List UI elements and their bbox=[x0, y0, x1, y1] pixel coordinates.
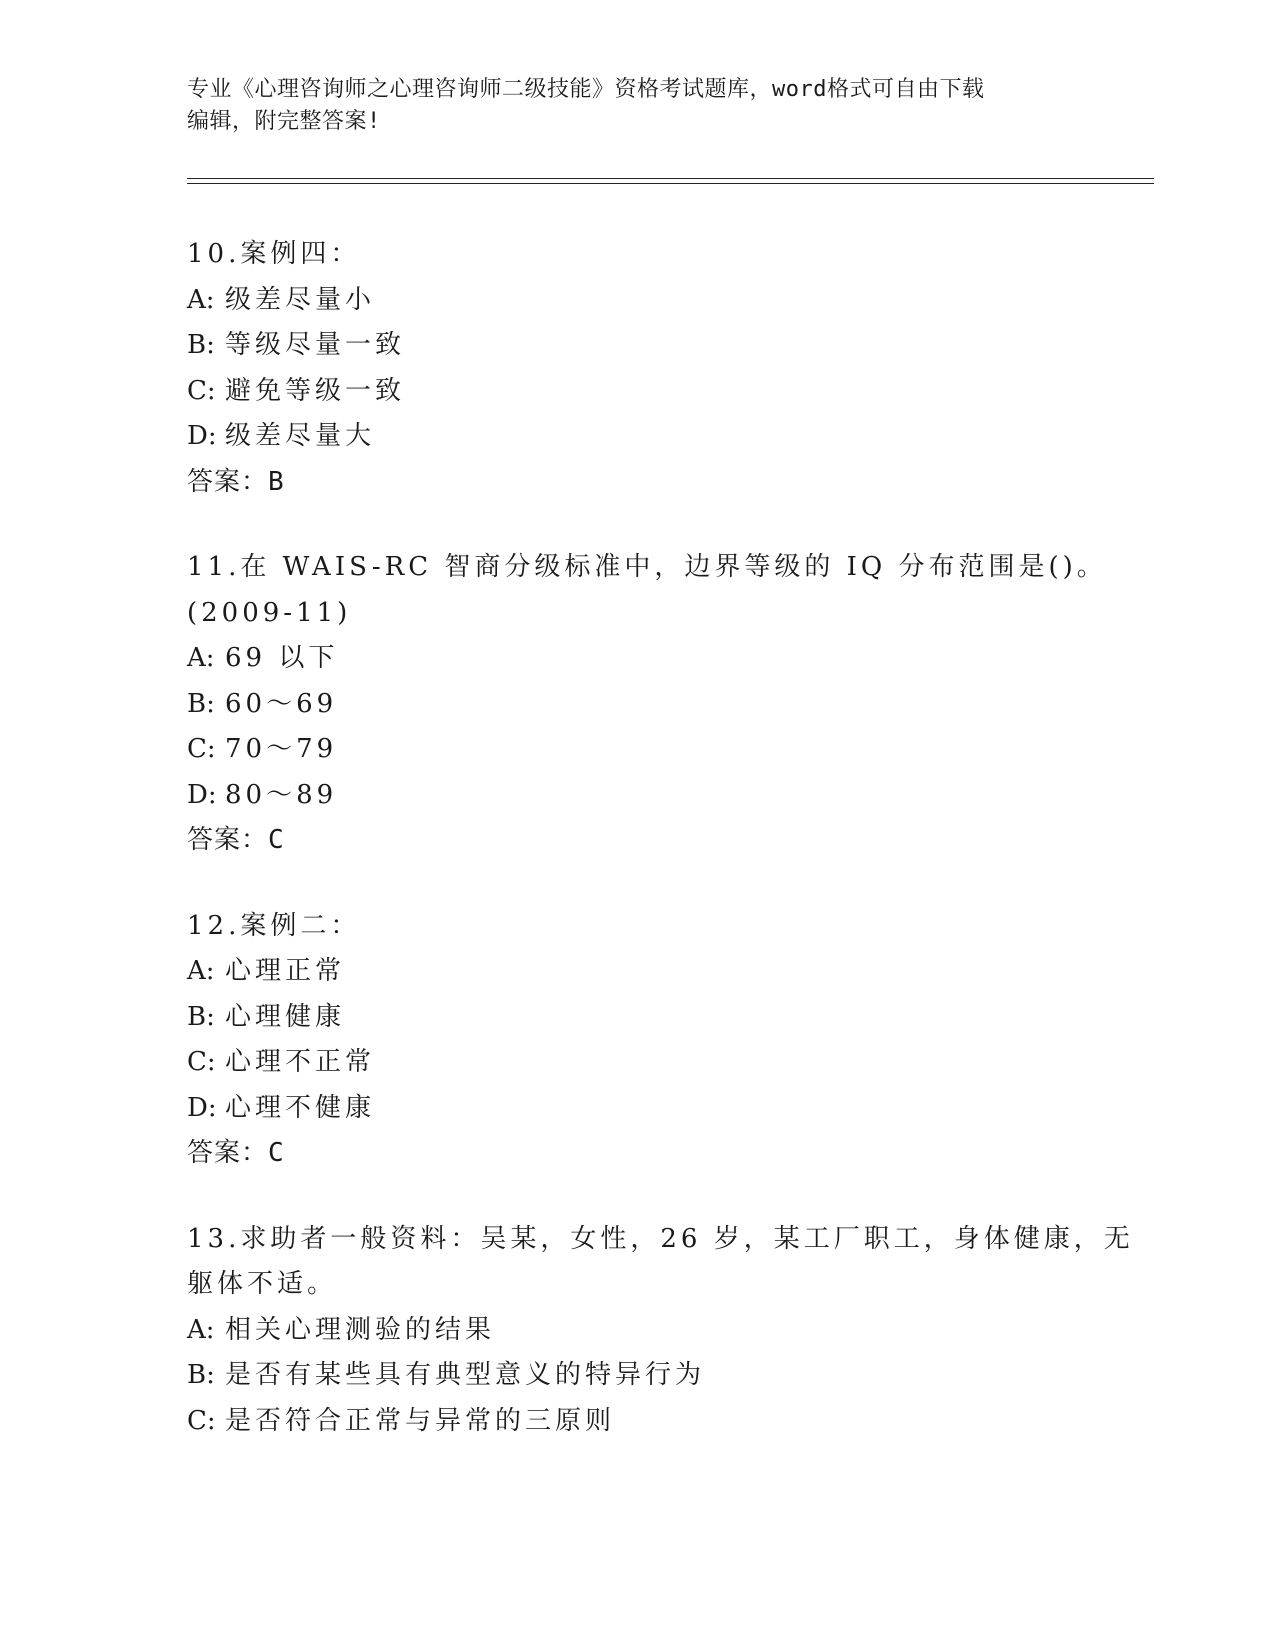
answer-line: 答案：C bbox=[187, 825, 285, 855]
option-key: A: bbox=[187, 1314, 215, 1345]
option-text: 避免等级一致 bbox=[225, 375, 406, 406]
option-text: 是否符合正常与异常的三原则 bbox=[225, 1405, 616, 1436]
option-key: A: bbox=[187, 643, 215, 673]
option-item bbox=[187, 1399, 1147, 1445]
option-text: 是否有某些具有典型意义的特异行为 bbox=[225, 1360, 706, 1390]
answer-line: 答案：C bbox=[187, 1138, 285, 1168]
option-item bbox=[187, 727, 1147, 773]
question-stem: (2009-11) bbox=[187, 597, 352, 628]
option-key: C: bbox=[187, 375, 216, 406]
option-item bbox=[187, 1353, 1147, 1399]
option-text: 级差尽量大 bbox=[225, 421, 376, 451]
document-header bbox=[187, 74, 1087, 138]
option-item bbox=[187, 1308, 1147, 1354]
option-text: 69 以下 bbox=[225, 643, 339, 673]
option-text: 等级尽量一致 bbox=[225, 330, 406, 360]
option-key: B: bbox=[187, 1360, 215, 1390]
option-key: C: bbox=[187, 1047, 216, 1077]
question-block bbox=[187, 232, 1147, 505]
option-text: 相关心理测验的结果 bbox=[225, 1314, 496, 1345]
option-key: B: bbox=[187, 330, 215, 360]
option-key: A: bbox=[187, 956, 215, 986]
option-key: D: bbox=[187, 779, 217, 810]
option-item bbox=[187, 636, 1147, 682]
question-list bbox=[187, 232, 1147, 1484]
option-text: 级差尽量小 bbox=[225, 284, 376, 315]
option-item bbox=[187, 323, 1147, 369]
header-divider-bottom bbox=[187, 183, 1154, 184]
question-stem: 13.求助者一般资料：吴某，女性，26 岁，某工厂职工，身体健康，无 bbox=[187, 1223, 1134, 1254]
option-item bbox=[187, 773, 1147, 819]
header-line-2: 编辑，附完整答案! bbox=[187, 109, 381, 134]
option-key: D: bbox=[187, 421, 217, 451]
question-stem: 躯体不适。 bbox=[187, 1269, 338, 1299]
option-key: C: bbox=[187, 734, 216, 764]
answer-line: 答案：B bbox=[187, 466, 285, 497]
option-text: 心理不正常 bbox=[225, 1047, 376, 1077]
option-item bbox=[187, 1040, 1147, 1086]
option-item bbox=[187, 414, 1147, 460]
question-block bbox=[187, 545, 1147, 864]
option-item bbox=[187, 1086, 1147, 1132]
option-key: A: bbox=[187, 284, 215, 315]
option-key: B: bbox=[187, 1001, 215, 1032]
question-block bbox=[187, 1217, 1147, 1445]
option-item bbox=[187, 995, 1147, 1041]
option-item bbox=[187, 278, 1147, 324]
option-item bbox=[187, 682, 1147, 728]
option-key: D: bbox=[187, 1092, 217, 1123]
header-divider-top bbox=[187, 178, 1154, 179]
option-key: C: bbox=[187, 1405, 216, 1436]
option-text: 心理正常 bbox=[225, 956, 346, 986]
question-stem: 12.案例二： bbox=[187, 910, 361, 941]
option-text: 70～79 bbox=[225, 734, 338, 764]
option-key: B: bbox=[187, 688, 215, 719]
option-text: 心理不健康 bbox=[225, 1092, 376, 1123]
question-block bbox=[187, 904, 1147, 1177]
option-item bbox=[187, 369, 1147, 415]
question-stem: 11.在 WAIS-RC 智商分级标准中，边界等级的 IQ 分布范围是()。 bbox=[187, 552, 1107, 582]
header-line-1: 专业《心理咨询师之心理咨询师二级技能》资格考试题库，word格式可自由下载 bbox=[187, 77, 985, 102]
option-text: 心理健康 bbox=[225, 1001, 346, 1032]
option-item bbox=[187, 949, 1147, 995]
question-stem: 10.案例四： bbox=[187, 239, 361, 269]
option-text: 60～69 bbox=[225, 688, 338, 719]
option-text: 80～89 bbox=[225, 779, 338, 810]
